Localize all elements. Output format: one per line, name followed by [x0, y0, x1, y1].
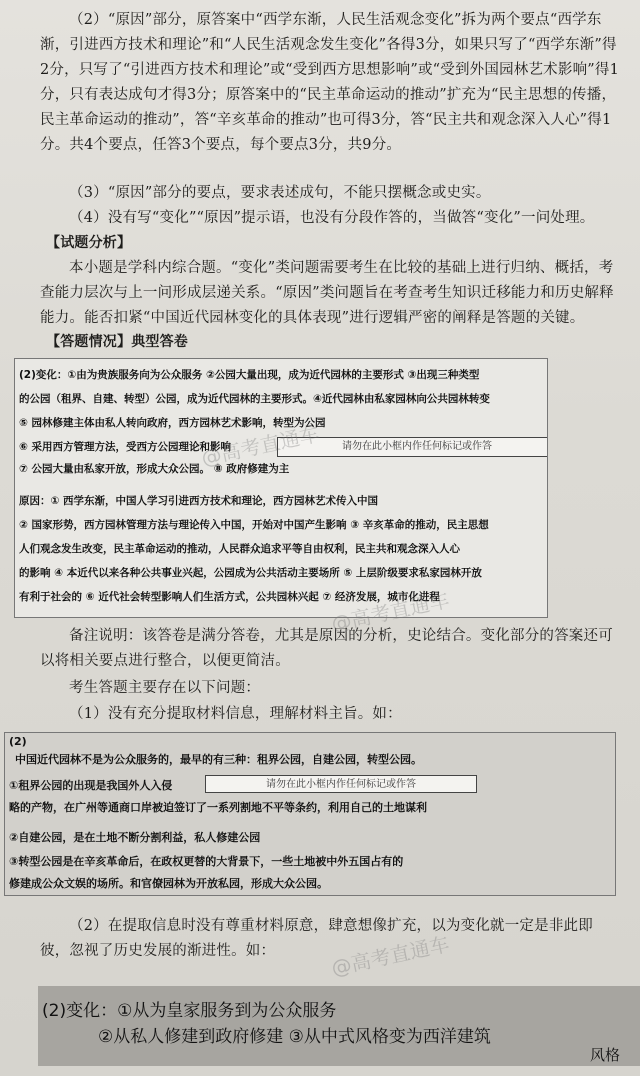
sample-answer-problem-1 [4, 732, 616, 896]
handwritten-line: ② 国家形势，西方园林管理方法与理论传入中国，开始对中国产生影响 ③ 辛亥革命的推动，民主思想 [19, 519, 489, 531]
handwritten-line: 有利于社会的 ⑥ 近代社会转型影响人们生活方式，公共园林兴起 ⑦ 经济发展，城市化进程 [19, 591, 440, 603]
handwritten-line: 中国近代园林不是为公众服务的，最早的有三种：租界公园，自建公园，转型公园。 [15, 753, 422, 766]
paragraph-problems-intro: 考生答题主要存在以下问题： [69, 680, 261, 696]
handwritten-line: ⑤ 园林修建主体由私人转向政府，西方园林艺术影响，转型为公园 [19, 417, 326, 429]
handwritten-line: (2)变化：①从为皇家服务到为公众服务 [42, 1001, 337, 1021]
handwritten-line: 人们观念发生改变，民主革命运动的推动，人民群众追求平等自由权利，民主共和观念深入人心 [19, 543, 460, 555]
handwritten-line: (2)变化：①由为贵族服务向为公众服务 ②公园大量出现，成为近代园林的主要形式 ③出现三种类型 [19, 369, 480, 381]
handwritten-line: 风格 [590, 1046, 621, 1064]
paragraph-no-prompt: （4）没有写“变化”“原因”提示语，也没有分段作答的，当做答“变化”一问处理。 [69, 210, 595, 226]
handwritten-line: 修建成公众文娱的场所。和官僚园林为开放私园，形成大众公园。 [9, 877, 328, 890]
paragraph-problem-2: （2）在提取信息时没有尊重材料原意，肆意想像扩充，以为变化就一定是非此即彼，忽视了历史发展的渐进性。如： [40, 918, 593, 959]
handwritten-line: ⑥ 采用西方管理方法，受西方公园理论和影响 [19, 441, 232, 453]
sample-answer-full-marks [14, 358, 548, 618]
handwritten-line: ②从私人修建到政府修建 ③从中式风格变为西洋建筑 [98, 1027, 491, 1047]
heading-answer-situation: 【答题情况】典型答卷 [46, 334, 188, 350]
watermark: @高考直通车 [329, 587, 452, 637]
handwritten-line: ③转型公园是在辛亥革命后，在政权更替的大背景下，一些土地被中外五国占有的 [9, 855, 404, 868]
paragraph-reason-requirement: （3）“原因”部分的要点，要求表述成句，不能只摆概念或史实。 [69, 185, 491, 201]
handwritten-line: 的公园（租界、自建、转型）公园，成为近代园林的主要形式。④近代园林由私家园林向公共园林转变 [19, 393, 490, 405]
sample-answer-problem-2 [38, 986, 640, 1066]
paragraph-analysis: 本小题是学科内综合题。“变化”类问题需要考生在比较的基础上进行归纳、概括，考查能力层次与上一问形成层递关系。“原因”类问题旨在考查考生知识迁移能力和历史解释能力。能否扣紧“中国近代园林变化的具体表现”进行逻辑严密的阐释是答题的关键。 [40, 260, 614, 326]
watermark: @高考直通车 [199, 421, 322, 471]
heading-analysis: 【试题分析】 [46, 235, 132, 251]
paragraph-scoring-reason: （2）“原因”部分，原答案中“西学东渐，人民生活观念变化”拆为两个要点“西学东渐，引进西方技术和理论”和“人民生活观念发生变化”各得3分，如果只写了“西学东渐”得2分，只写了“引进西方技术和理论”或“受到西方思想影响”或“受到外国园林艺术影响”得1分，只有表达成句才得3分；原答案中的“民主革命运动的推动”扩充为“民主思想的传播，民主革命运动的推动”，答“辛亥革命的推动”也可得3分，答“民主共和观念深入人心”得1分。共4个要点，任答3个要点，每个要点3分，共9分。 [40, 12, 620, 153]
paragraph-problem-1: （1）没有充分提取材料信息，理解材料主旨。如： [69, 706, 402, 722]
answer-box-label: 请勿在此小框内作任何标记或作答 [205, 775, 477, 793]
handwritten-line: ①租界公园的出现是我国外人入侵 [9, 779, 173, 792]
handwritten-line: ②自建公园，是在土地不断分割利益，私人修建公园 [9, 831, 261, 844]
handwritten-line: 原因：① 西学东渐，中国人学习引进西方技术和理论，西方园林艺术传入中国 [19, 495, 379, 507]
handwritten-line: 略的产物，在广州等通商口岸被迫签订了一系列割地不平等条约，利用自己的土地谋利 [9, 801, 427, 814]
answer-box-label: 请勿在此小框内作任何标记或作答 [277, 437, 548, 457]
handwritten-line: (2) [9, 735, 27, 748]
handwritten-line: 的影响 ④ 本近代以来各种公共事业兴起，公园成为公共活动主要场所 ⑤ 上层阶级要求私家园林开放 [19, 567, 482, 579]
handwritten-line: ⑦ 公园大量由私家开放，形成大众公园。 ⑧ 政府修建为主 [19, 463, 290, 475]
watermark: @高考直通车 [329, 931, 452, 981]
paragraph-note: 备注说明：该答卷是满分答卷，尤其是原因的分析，史论结合。变化部分的答案还可以将相关要点进行整合，以便更简洁。 [40, 628, 613, 669]
